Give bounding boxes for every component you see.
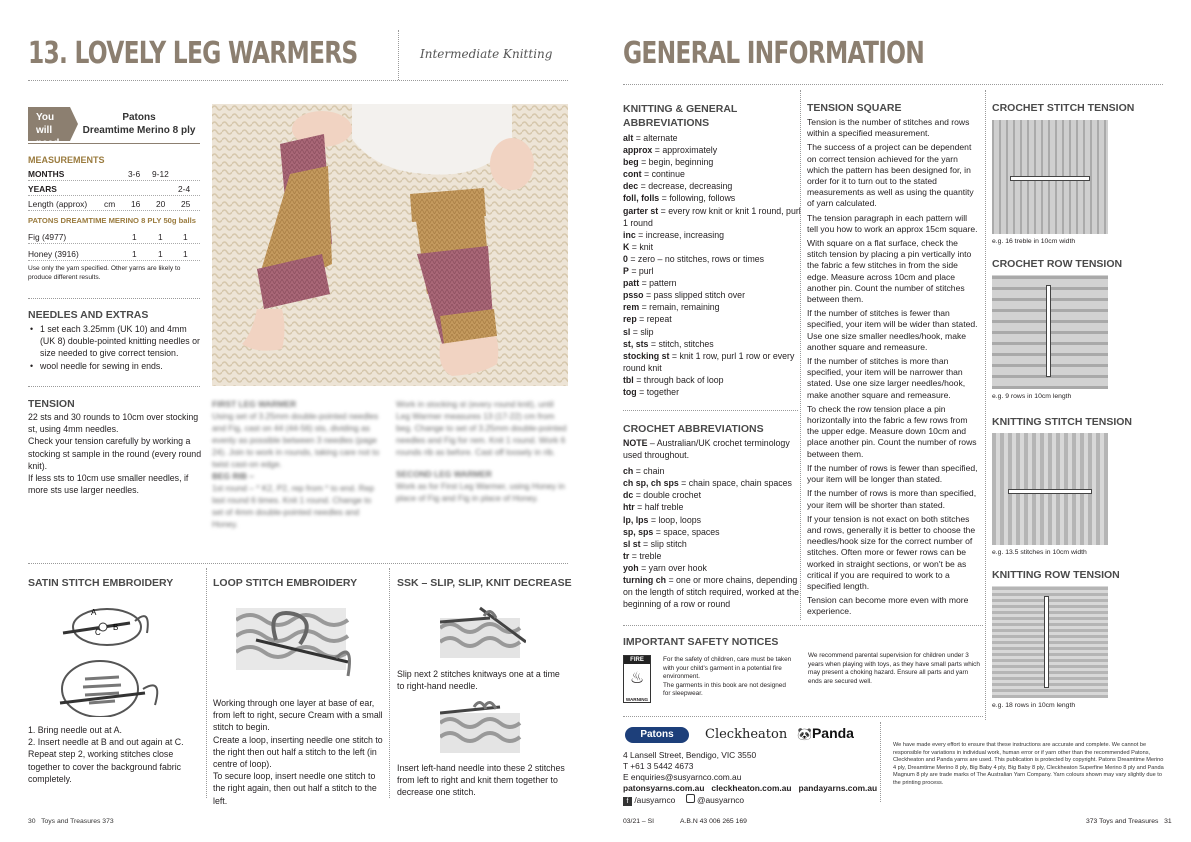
yarn-quantity-row xyxy=(28,228,200,244)
loop-stitch-diagram xyxy=(236,600,356,680)
abbrev-row: lp, lps = loop, loops xyxy=(623,514,701,525)
crochet-abbrev-list xyxy=(623,437,801,610)
knitting-row-caption: e.g. 18 rows in 10cm length xyxy=(992,702,1076,709)
needles-heading: NEEDLES AND EXTRAS xyxy=(28,309,149,321)
measure-bar xyxy=(1008,489,1092,494)
years-row xyxy=(28,181,200,196)
badge-line-2: need xyxy=(36,138,60,149)
loop-para-3: To secure loop, insert needle one stitch to the right again, then out half a stitch to the left. xyxy=(213,771,377,806)
needles-item-2 xyxy=(28,360,200,372)
bullet: • xyxy=(30,324,34,334)
page-title-right: GENERAL INFORMATION xyxy=(623,36,925,71)
social-links xyxy=(623,794,983,806)
abbrev-row: patt = pattern xyxy=(623,278,677,289)
pattern-para: Work in stocking st (every round knit), until Leg Warmer measures 13 (17-22) cm from beg. Change to set of 3.25mm double-pointed needles and Fig for rem. Knit 1 round. Work 6 rounds rib as before. Cast off loosely in rib. xyxy=(396,399,567,457)
crochet-stitch-swatch xyxy=(992,120,1108,234)
measure-bar xyxy=(1010,176,1090,181)
safety-text-1 xyxy=(663,656,793,699)
abbrev-row: tr = treble xyxy=(623,550,662,561)
measure-bar xyxy=(1044,596,1049,688)
abbrev-row: sl = slip xyxy=(623,326,654,337)
abbrev-row: inc = increase, increasing xyxy=(623,229,724,240)
section-rule xyxy=(28,298,200,299)
years-label: YEARS xyxy=(28,184,57,194)
first-leg-warmer-section xyxy=(212,398,384,530)
yarn-qty: 1 xyxy=(183,232,188,242)
crochet-row-swatch xyxy=(992,275,1108,389)
abbrev-row: yoh = yarn over hook xyxy=(623,562,707,573)
yarn-colour-name: Fig (4977) xyxy=(28,232,67,242)
needle-diagram xyxy=(55,597,175,717)
crochet-row-tension-heading: CROCHET ROW TENSION xyxy=(992,258,1123,270)
knitting-stitch-caption: e.g. 13.5 stitches in 10cm width xyxy=(992,549,1087,556)
months-value-2: 9-12 xyxy=(152,169,169,179)
skill-level: Intermediate Knitting xyxy=(420,47,553,61)
safety-text-2: We recommend parental supervision for children under 3 years when playing with toys, as they have small parts which may present a choking hazard. Ensure all parts and yarn ends are secured well. xyxy=(808,652,980,685)
knitting-stitch-swatch xyxy=(992,433,1108,545)
needles-item-2-text: wool needle for sewing in ends. xyxy=(40,361,163,371)
badge-arrow xyxy=(70,107,78,141)
abbrev-row: P = purl xyxy=(623,266,654,277)
abbrev-row: tog = together xyxy=(623,386,679,397)
abbrev-row: 0 = zero – no stitches, rows or times xyxy=(623,253,765,264)
label-a: A xyxy=(91,608,97,617)
facebook-link[interactable]: /ausyarnco xyxy=(634,795,676,805)
section-rule xyxy=(623,410,798,411)
satin-stitch-text: 1. Bring needle out at A. 2. Insert needle at B and out again at C. Repeat step 2, working stitches close together to cover the background fabric completely. xyxy=(28,725,184,784)
abbrev-row: ch = chain xyxy=(623,466,665,477)
yarn-name xyxy=(78,111,200,137)
panda-icon: 🐼 xyxy=(797,727,812,741)
col-divider xyxy=(389,568,390,798)
yarn-colour-name: Honey (3916) xyxy=(28,249,79,259)
measurements-table xyxy=(28,166,200,211)
first-leg-para: Using set of 3.25mm double-pointed needles and Fig, cast on 44 (44-56) sts, dividing as evenly as possible between 3 needles (page 24). Join to work in rounds, taking care not to twist cast-on edge. xyxy=(212,411,380,469)
length-value-2: 20 xyxy=(156,199,166,209)
yarn-qty: 1 xyxy=(183,249,188,259)
footer-code: 03/21 – SI xyxy=(623,818,654,825)
ssk-step-1 xyxy=(440,602,526,660)
email-link[interactable]: E enquiries@susyarnco.com.au xyxy=(623,772,742,782)
tension-para: If the number of rows is fewer than specified, your item will be longer than stated. xyxy=(807,462,978,485)
address: 4 Lansell Street, Bendigo, VIC 3550 xyxy=(623,750,757,760)
needles-item-1 xyxy=(28,323,200,360)
section-rule xyxy=(623,625,983,626)
abbrev-row: dec = decrease, decreasing xyxy=(623,181,733,192)
phone: T +61 3 5442 4673 xyxy=(623,761,694,771)
knitting-row-swatch xyxy=(992,586,1108,698)
tension-para: With square on a flat surface, check the stitch tension by placing a pin vertically into the fabric a few stitches in from the side edge. Measure across 10cm and place another pin. Count the number of stitches between them. xyxy=(807,238,972,305)
crochet-abbrev-heading: CROCHET ABBREVIATIONS xyxy=(623,423,764,435)
tension-para: Tension can become more even with more experience. xyxy=(807,595,969,617)
abbrev-row: beg = begin, beginning xyxy=(623,157,714,168)
abbrev-row: tbl = through back of loop xyxy=(623,374,724,385)
tension-square-heading: TENSION SQUARE xyxy=(807,102,902,114)
knitting-abbrev-heading: KNITTING & GENERAL ABBREVIATIONS xyxy=(623,103,738,129)
tension-para-1: 22 sts and 30 rounds to 10cm over stocking st, using 4mm needles. xyxy=(28,412,199,435)
abbrev-row: K = knit xyxy=(623,241,654,252)
ssk-text-1: Slip next 2 stitches knitways one at a time to right-hand needle. xyxy=(397,669,560,692)
fire-warning-badge xyxy=(623,655,651,703)
tension-para: If the number of stitches is more than specified, your item will be narrower than stated. Use one size larger needles/hook, make another square and remeasure. xyxy=(807,356,966,400)
months-value-1: 3-6 xyxy=(128,169,141,179)
ssk-step-2 xyxy=(440,697,526,755)
leg-warmers-photo xyxy=(212,104,568,386)
title-divider xyxy=(398,30,399,80)
abbrev-row: ch sp, ch sps = chain space, chain spaces xyxy=(623,478,792,489)
col-divider xyxy=(880,722,881,802)
website-links[interactable]: patonsyarns.com.au cleckheaton.com.au pandayarns.com.au xyxy=(623,783,878,793)
crochet-row-caption: e.g. 9 rows in 10cm length xyxy=(992,393,1072,400)
length-label: Length (approx) xyxy=(28,199,88,209)
satin-stitch-diagram xyxy=(55,597,175,717)
years-value: 2-4 xyxy=(178,184,191,194)
flame-icon: ♨ xyxy=(629,670,645,687)
knitting-abbrev-list xyxy=(623,132,801,398)
yarn-qty: 1 xyxy=(158,249,163,259)
yarn-qty: 1 xyxy=(132,232,137,242)
abbrev-row: sp, sps = space, spaces xyxy=(623,526,720,537)
abbrev-row: rem = remain, remaining xyxy=(623,302,720,313)
first-leg-heading: FIRST LEG WARMER xyxy=(212,399,297,409)
page-title-left: 13. LOVELY LEG WARMERS xyxy=(28,36,358,71)
label-b: B xyxy=(113,623,119,632)
tension-text xyxy=(28,411,203,496)
badge-rule xyxy=(28,143,200,144)
page-footer-left: 30 Toys and Treasures 373 xyxy=(28,818,114,825)
bullet: • xyxy=(30,361,34,371)
yarn-qty: 1 xyxy=(158,232,163,242)
abbrev-row: alt = alternate xyxy=(623,133,678,143)
fire-label: FIRE xyxy=(624,656,650,664)
tension-para: The success of a project can be dependent on correct tension achieved for the yarn which the pattern has been designed for, in order for it to turn out to the stated measurements as well as using the quantity of yarn calculated. xyxy=(807,142,974,209)
abbrev-row: cont = continue xyxy=(623,169,685,180)
satin-stitch-heading: SATIN STITCH EMBROIDERY xyxy=(28,577,174,589)
loop-para-2: Create a loop, inserting needle one stitch to the right then out half a stitch to the left (in centre of loop). xyxy=(213,734,383,770)
page-footer-right: 373 Toys and Treasures 31 xyxy=(1086,818,1172,825)
abbrev-row: psso = pass slipped stitch over xyxy=(623,290,746,301)
facebook-icon: f xyxy=(623,797,632,806)
loop-stitch-heading: LOOP STITCH EMBROIDERY xyxy=(213,577,358,589)
yarn-note: Use only the yarn specified. Other yarns are likely to produce different results. xyxy=(28,265,181,281)
abbrev-row: garter st = every row knit or knit 1 round, purl 1 round xyxy=(623,205,801,228)
abbrev-row: approx = approximately xyxy=(623,145,718,156)
abbrev-row: dc = double crochet xyxy=(623,490,702,501)
abbrev-row: rep = repeat xyxy=(623,314,672,325)
tension-para-2: Check your tension carefully by working a stocking st sample in the round (every round knit). xyxy=(28,436,202,471)
months-label: MONTHS xyxy=(28,169,65,179)
first-leg-rib-para: 1st round – * K2, P2, rep from * to end. Rep last round 6 times. Knit 1 round. Change to set of 4mm double-pointed needles and Honey. xyxy=(212,483,375,529)
abbrev-row: turning ch = one or more chains, depending on the length of stitch required, worked at the beginning of a row or round xyxy=(623,575,800,610)
second-leg-heading: SECOND LEG WARMER xyxy=(396,469,492,479)
safety-fire-text: For the safety of children, care must be taken with your child's garment in a potential fire environment. xyxy=(663,656,792,681)
section-rule xyxy=(28,386,200,387)
baby-legs-illustration xyxy=(212,104,568,386)
length-row xyxy=(28,196,200,211)
tension-para: Tension is the number of stitches and rows within a specified measurement. xyxy=(807,117,970,139)
instagram-link[interactable]: @ausyarnco xyxy=(696,795,745,805)
knitting-stitch-tension-heading: KNITTING STITCH TENSION xyxy=(992,416,1132,428)
title-rule-left xyxy=(28,80,568,81)
crochet-stitch-tension-heading: CROCHET STITCH TENSION xyxy=(992,102,1135,114)
ssk-text-2: Insert left-hand needle into these 2 stitches from left to right and knit them together to decrease one stitch. xyxy=(397,763,565,798)
technique-rule xyxy=(28,563,568,564)
label-c: C xyxy=(95,628,101,637)
loop-stitch-text xyxy=(213,697,383,807)
length-value-1: 16 xyxy=(131,199,141,209)
yarn-product: Dreamtime Merino 8 ply xyxy=(82,125,196,136)
yarn-qty: 1 xyxy=(132,249,137,259)
abbrev-row: st, sts = stitch, stitches xyxy=(623,338,714,349)
abbrev-row: htr = half treble xyxy=(623,502,684,513)
loop-diagram xyxy=(236,600,356,680)
warning-label: WARNING xyxy=(625,697,649,702)
ssk-diagram-1 xyxy=(440,602,526,660)
measurements-heading: MEASUREMENTS xyxy=(28,155,105,165)
tension-para: If the number of stitches is fewer than specified, your item will be wider than stated. Use one size smaller needles/hook, make another square and remeasure. xyxy=(807,308,978,352)
col-divider xyxy=(800,90,801,620)
yarn-brand: Patons xyxy=(122,112,156,123)
second-leg-para: Work as for First Leg Warmer, using Honey in place of Fig and Fig in place of Honey. xyxy=(396,481,565,503)
abbrev-row: foll, folls = following, follows xyxy=(623,193,736,204)
tension-para: The tension paragraph in each pattern will tell you how to work an approx 15cm square. xyxy=(807,212,978,234)
pattern-col-3 xyxy=(396,398,568,504)
tension-para: If the number of rows is more than specified, your item will be shorter than stated. xyxy=(807,488,977,510)
abbrev-row: sl st = slip stitch xyxy=(623,538,687,549)
col-divider xyxy=(206,568,207,798)
beg-rib-heading: BEG RIB – xyxy=(212,471,254,481)
col-divider xyxy=(985,90,986,720)
knitting-row-tension-heading: KNITTING ROW TENSION xyxy=(992,569,1120,581)
abbrev-row: stocking st = knit 1 row, purl 1 row or every round knit xyxy=(623,350,795,373)
cleckheaton-logo: Cleckheaton xyxy=(705,727,788,742)
tension-para-3: If less sts to 10cm use smaller needles, if more sts use larger needles. xyxy=(28,473,189,496)
yarn-quantity-row xyxy=(28,245,200,261)
yarn-quantity-heading: PATONS DREAMTIME MERINO 8 PLY 50g balls xyxy=(28,216,196,225)
disclaimer: We have made every effort to ensure that these instructions are accurate and complete. We cannot be responsible for variations in individual work, human error or if yarn other than the recommended Patons, Cleckheaton and Panda yarns are used. This publication is protected by copyright. Patons Dreamtime Merino 4 ply, Dreamtime Merino 8 ply, Big Baby 4 ply, Big Baby 8 ply, Cleckheaton Superfine Merino 8 ply and Panda Magnum 8 ply are trade marks of The Australian Yarn Company. Yarn colours shown may vary slightly due to the printing process. xyxy=(893,742,1164,786)
safety-sleepwear-text: The garments in this book are not designed for sleepwear. xyxy=(663,681,786,698)
tension-square-text xyxy=(807,117,979,618)
instagram-icon xyxy=(686,794,695,803)
safety-heading: IMPORTANT SAFETY NOTICES xyxy=(623,636,779,648)
needles-item-1-text: 1 set each 3.25mm (UK 10) and 4mm (UK 8) double-pointed knitting needles or size needed to give correct tension. xyxy=(40,324,200,359)
length-value-3: 25 xyxy=(181,199,191,209)
badge-line-1: You will xyxy=(36,112,55,136)
ssk-diagram-2 xyxy=(440,697,526,755)
ssk-heading: SSK – SLIP, SLIP, KNIT DECREASE xyxy=(397,577,572,589)
panda-wordmark: Panda xyxy=(811,725,854,741)
length-unit: cm xyxy=(104,199,116,209)
loop-para-1: Working through one layer at base of ear, from left to right, secure Cream with a small stitch to begin. xyxy=(213,698,383,733)
tension-para: If your tension is not exact on both stitches and rows, generally it is better to choose the needles/hook size for the correct number of stitches. Often more or fewer rows can be worked in straight sections, or won't be as critical if you are required to work to a specified length. xyxy=(807,513,976,591)
measure-bar xyxy=(1046,285,1051,377)
crochet-stitch-caption: e.g. 16 treble in 10cm width xyxy=(992,238,1076,245)
tension-heading: TENSION xyxy=(28,398,75,410)
footer-abn: A.B.N 43 006 265 169 xyxy=(680,818,747,825)
patons-logo: Patons xyxy=(625,727,689,743)
months-row xyxy=(28,166,200,181)
tension-para: To check the row tension place a pin horizontally into the fabric a few rows from the upper edge. Measure down 10cm and place another pin. Count the number of rows between them. xyxy=(807,403,977,459)
title-rule-right xyxy=(623,84,1163,85)
crochet-note: NOTE – Australian/UK crochet terminology used throughout. xyxy=(623,438,790,461)
panda-logo xyxy=(797,725,854,741)
you-will-need-badge xyxy=(28,107,70,149)
section-rule xyxy=(623,716,983,717)
